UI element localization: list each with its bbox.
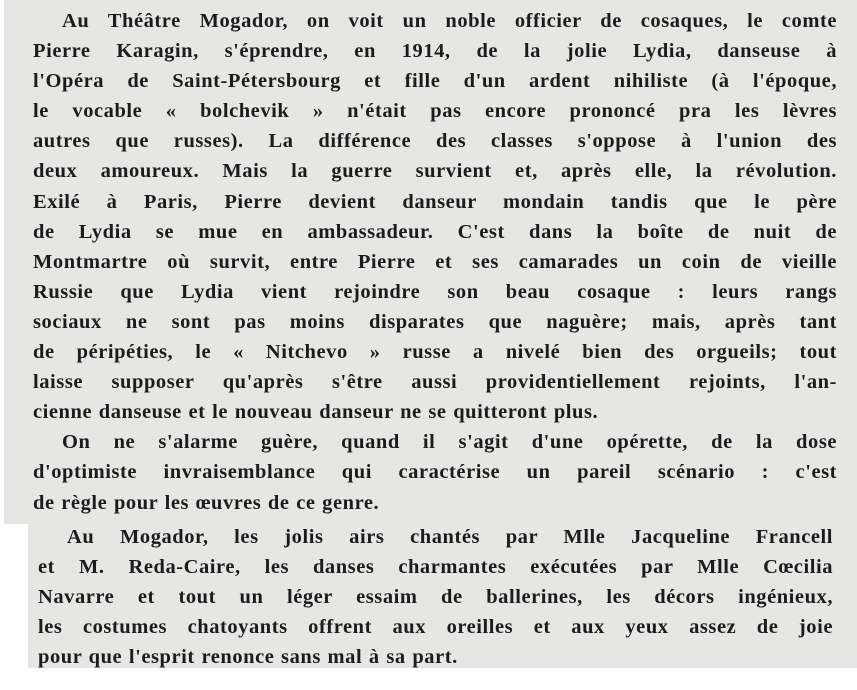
text-line: de règle pour les œuvres de ce genre. xyxy=(33,491,380,514)
text-line: pour que l'esprit renonce sans mal à sa part. xyxy=(38,646,458,669)
text-line: de péripéties, le « Nitchevo » russe a nivelé bien des orgueils; tout xyxy=(33,341,837,364)
text-line: de Lydia se mue en ambassadeur. C'est dans la boîte de nuit de xyxy=(33,220,837,243)
text-line: Exilé à Paris, Pierre devient danseur mondain tandis que le père xyxy=(33,190,837,213)
text-line: l'Opéra de Saint-Pétersbourg et fille d'un ardent nihiliste (à l'époque, xyxy=(33,70,837,93)
text-line: On ne s'alarme guère, quand il s'agit d'une opérette, de la dose xyxy=(62,431,837,454)
text-line: Au Mogador, les jolis airs chantés par Mlle Jacqueline Francell xyxy=(67,526,833,548)
article-scan-upper xyxy=(4,0,857,524)
text-line: cienne danseuse et le nouveau danseur ne se quitteront plus. xyxy=(33,401,599,424)
text-line: d'optimiste invraisemblance qui caractérise un pareil scénario : c'est xyxy=(33,461,837,484)
text-line: Montmartre où survit, entre Pierre et ses camarades un coin de vieille xyxy=(33,250,837,273)
text-line: et M. Reda-Caire, les danses charmantes exécutées par Mlle Cœcilia xyxy=(38,556,833,579)
text-line: le vocable « bolchevik » n'était pas encore prononcé pra les lèvres xyxy=(33,100,837,123)
text-line: deux amoureux. Mais la guerre survient et, après elle, la révolution. xyxy=(33,160,837,183)
text-line: les costumes chatoyants offrent aux oreilles et aux yeux assez de joie xyxy=(38,616,833,639)
text-line: Pierre Karagin, s'éprendre, en 1914, de la jolie Lydia, danseuse à xyxy=(33,40,837,63)
text-line: Au Théâtre Mogador, on voit un noble officier de cosaques, le comte xyxy=(62,10,837,32)
paragraph-commentary xyxy=(33,427,837,517)
text-line: autres que russes). La différence des classes s'oppose à l'union des xyxy=(33,130,837,153)
text-line: Navarre et tout un léger essaim de ballerines, les décors ingénieux, xyxy=(38,586,833,609)
article-scan-lower xyxy=(28,518,857,668)
text-line: laisse supposer qu'après s'être aussi providentiellement rejoints, l'an- xyxy=(33,371,837,394)
text-line: Russie que Lydia vient rejoindre son beau cosaque : leurs rangs xyxy=(33,280,837,303)
paragraph-production-review xyxy=(38,522,833,672)
text-line: sociaux ne sont pas moins disparates que naguère; mais, après tant xyxy=(33,310,837,333)
paragraph-plot-summary xyxy=(33,6,837,427)
